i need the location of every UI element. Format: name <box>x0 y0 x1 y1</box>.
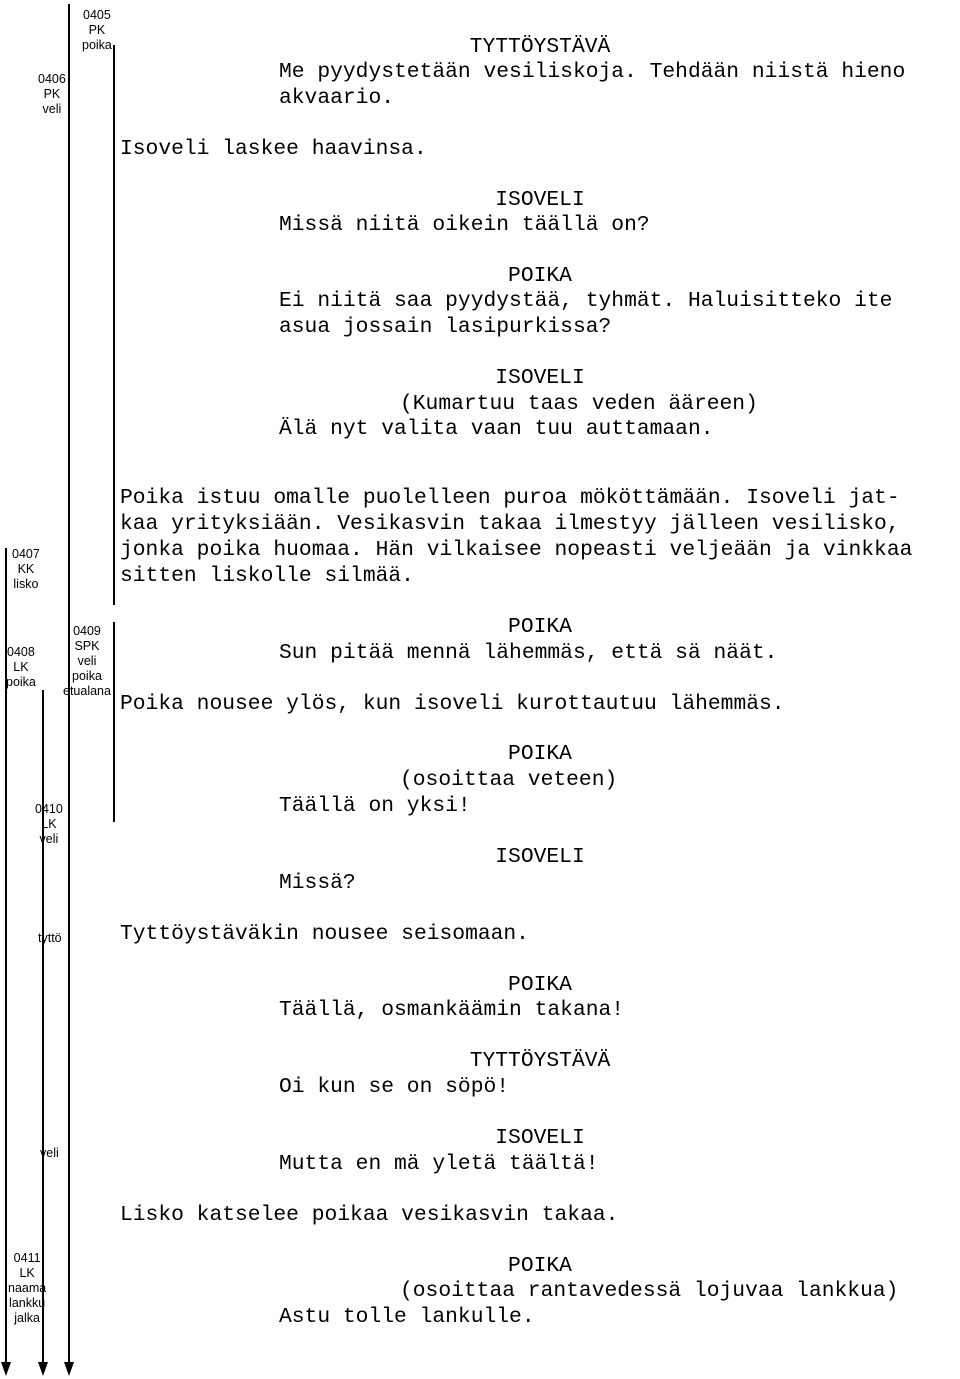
dialogue-line: Täällä, osmankäämin takana! <box>279 998 625 1022</box>
action-line: Isoveli laskee haavinsa. <box>120 137 427 161</box>
dialogue-line: Älä nyt valita vaan tuu auttamaan. <box>279 417 714 441</box>
dialogue-line: Sun pitää mennä lähemmäs, että sä näät. <box>279 641 778 665</box>
dialogue-line: Mutta en mä yletä täältä! <box>279 1152 599 1176</box>
dialogue-line: Me pyydystetään vesiliskoja. Tehdään niistä hieno <box>279 60 906 84</box>
dialogue-line: akvaario. <box>279 86 395 110</box>
character-name: TYTTÖYSTÄVÄ <box>469 1049 611 1073</box>
parenthetical: (Kumartuu taas veden ääreen) <box>400 392 758 416</box>
action-line: Poika istuu omalle puolelleen puroa mököttämään. Isoveli jat- <box>120 486 900 510</box>
dialogue-line: asua jossain lasipurkissa? <box>279 315 612 339</box>
arrow-down-icon <box>64 1362 74 1376</box>
action-line: Poika nousee ylös, kun isoveli kurottautuu lähemmäs. <box>120 692 785 716</box>
dialogue-line: Missä niitä oikein täällä on? <box>279 213 650 237</box>
dialogue-line: Astu tolle lankulle. <box>279 1305 535 1329</box>
character-name: ISOVELI <box>495 845 585 869</box>
action-line: jonka poika huomaa. Hän vilkaisee nopeasti veljeään ja vinkkaa <box>120 538 913 562</box>
shot-note-0410: 0410 LK veli <box>35 802 63 846</box>
shot-note-0405: 0405 PK poika <box>82 8 112 52</box>
shot-note-0408: 0408 LK poika <box>6 645 36 689</box>
shot-note-tytto: tyttö <box>38 931 62 945</box>
character-name: ISOVELI <box>495 188 585 212</box>
shot-note-0407: 0407 KK lisko <box>12 547 40 591</box>
character-name: POIKA <box>508 742 572 766</box>
dialogue-line: Täällä on yksi! <box>279 794 471 818</box>
character-name: TYTTÖYSTÄVÄ <box>469 35 611 59</box>
character-name: POIKA <box>508 264 572 288</box>
action-line: Tyttöystäväkin nousee seisomaan. <box>120 922 529 946</box>
arrow-down-icon <box>38 1362 48 1376</box>
arrow-down-icon <box>1 1362 11 1376</box>
action-line: sitten liskolle silmää. <box>120 564 414 588</box>
character-name: POIKA <box>508 615 572 639</box>
parenthetical: (osoittaa rantavedessä lojuvaa lankkua) <box>400 1279 899 1303</box>
character-name: POIKA <box>508 1254 572 1278</box>
shot-note-0409: 0409 SPK veli poika etualana <box>63 624 111 698</box>
action-line: kaa yrityksiään. Vesikasvin takaa ilmestyy jälleen vesilisko, <box>120 512 900 536</box>
parenthetical: (osoittaa veteen) <box>400 768 618 792</box>
dialogue-line: Oi kun se on söpö! <box>279 1075 510 1099</box>
shot-note-veli: veli <box>40 1146 59 1160</box>
shot-note-0406: 0406 PK veli <box>38 72 66 116</box>
character-name: ISOVELI <box>495 1126 585 1150</box>
character-name: POIKA <box>508 973 572 997</box>
character-name: ISOVELI <box>495 366 585 390</box>
shot-note-0411: 0411 LK naama lankku jalka <box>8 1251 47 1325</box>
dialogue-line: Ei niitä saa pyydystää, tyhmät. Haluisitteko ite <box>279 289 893 313</box>
dialogue-line: Missä? <box>279 871 356 895</box>
action-line: Lisko katselee poikaa vesikasvin takaa. <box>120 1203 619 1227</box>
